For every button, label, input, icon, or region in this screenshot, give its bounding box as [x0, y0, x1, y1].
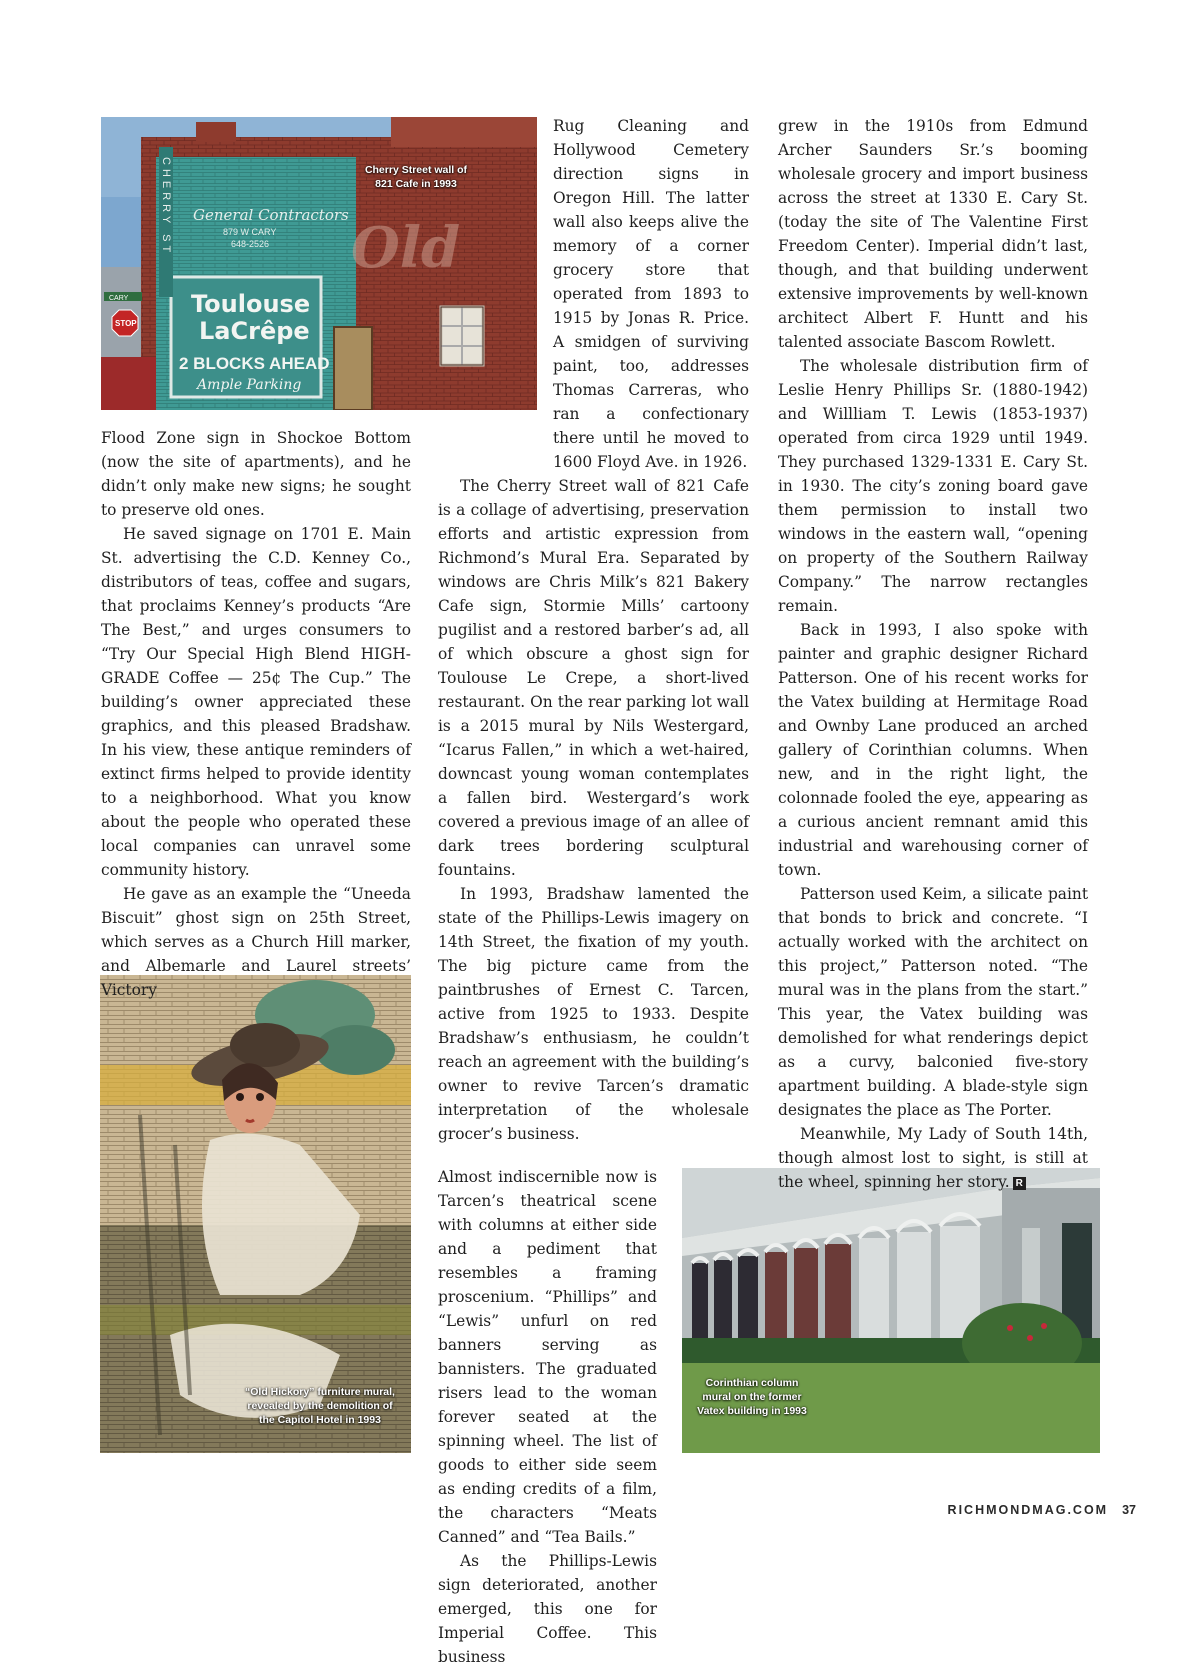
old-hickory-illustration	[100, 975, 411, 1453]
photo-caption-cherry-street: Cherry Street wall of 821 Cafe in 1993	[364, 164, 468, 190]
article-paragraph: Patterson used Keim, a silicate paint that bonds to brick and concrete. “I actually worked with the architect on this project,” Patterson noted. “The mural was in the plans from the start.” This year, the Vatex building was demolished for what renderings depict as a curvy, balconied five-story apartment building. A blade-style sign designates the place as The Porter.	[778, 885, 1088, 1119]
street-sign-text: CARY	[109, 295, 129, 302]
sign-line-ample-parking: Ample Parking	[197, 377, 302, 393]
article-paragraph: He saved signage on 1701 E. Main St. advertising the C.D. Kenney Co., distributors of teas, coffee and sugars, that proclaims Kenney’s products “Are The Best,” and urges consumers to “Try Our Special High Blend HIGH-GRADE Coffee — 25¢ The Cup.” The building’s owner appreciated these graphics, and this pleased Bradshaw. In his view, these antique reminders of extinct firms helped to provide identity to a neighborhood. What you know about the people who operated these local companies can unravel some community history.	[101, 525, 411, 879]
site-name: RICHMONDMAG.COM	[947, 1503, 1109, 1517]
article-paragraph: He gave as an example the “Uneeda Biscuit” ghost sign on 25th Street, which serves as a Church Hill marker, and Albemarle and Laurel streets’ Victory	[101, 885, 411, 999]
painted-phone-text: 648-2526	[231, 239, 270, 249]
page-number: 37	[1122, 1503, 1136, 1517]
article-paragraph-final	[778, 1122, 1088, 1194]
article-paragraph: Flood Zone sign in Shockoe Bottom (now the site of apartments), and he didn’t only make new signs; he sought to preserve old ones.	[101, 429, 411, 519]
photo-old-hickory-mural	[100, 975, 411, 1453]
page-folio	[948, 1503, 1136, 1517]
final-sentence: Meanwhile, My Lady of South 14th, though almost lost to sight, is still at the wheel, spinning her story.	[778, 1125, 1088, 1191]
photo-caption-old-hickory: “Old Hickory” furniture mural, revealed by the demolition of the Capitol Hotel in 1993	[245, 1386, 395, 1426]
painted-contractor-text: General Contractors	[193, 206, 349, 224]
sign-line-blocks-ahead: 2 BLOCKS AHEAD	[179, 354, 330, 373]
vertical-sign-text: CHERRY ST	[160, 157, 172, 257]
sign-line-lacrepe: LaCrêpe	[199, 317, 310, 345]
photo-vatex-building	[682, 1168, 1100, 1453]
article-paragraph: Rug Cleaning and Hollywood Cemetery direction signs in Oregon Hill. The latter wall also keeps alive the memory of a corner grocery store that operated from 1893 to 1915 by Jonas R. Price. A smidgen of surviving paint, too, addresses Thomas Carreras, who ran a confectionary there until he moved to 1600 Floyd Ave. in 1926.	[553, 117, 749, 471]
article-paragraph: As the Phillips-Lewis sign deteriorated, another emerged, this one for Imperial Coffee. This business	[438, 1552, 657, 1666]
stop-sign-text: STOP	[115, 319, 137, 328]
article-paragraph: Back in 1993, I also spoke with painter and graphic designer Richard Patterson. One of his recent works for the Vatex building at Hermitage Road and Ownby Lane produced an arched gallery of Corinthian columns. When new, and in the right light, the colonnade fooled the eye, appearing as a curious ancient remnant amid this industrial and warehousing corner of town.	[778, 621, 1088, 879]
end-mark-icon: R	[1013, 1177, 1026, 1190]
article-paragraph: The Cherry Street wall of 821 Cafe is a collage of advertising, preservation efforts and artistic expression from Richmond’s Mural Era. Separated by windows are Chris Milk’s 821 Bakery Cafe sign, Stormie Mills’ cartoony pugilist and a restored barber’s ad, all of which obscure a ghost sign for Toulouse Le Crepe, a short-lived restaurant. On the rear parking lot wall is a 2015 mural by Nils Westergard, “Icarus Fallen,” in which a wet-haired, downcast young woman contemplates a fallen bird. Westergard’s work covered a previous image of an allee of dark trees bordering sculptural fountains.	[438, 477, 749, 879]
article-paragraph: In 1993, Bradshaw lamented the state of the Phillips-Lewis imagery on 14th Street, the fixation of my youth. The big picture came from the paintbrushes of Ernest C. Tarcen, active from 1925 to 1933. Despite Bradshaw’s enthusiasm, he couldn’t reach an agreement with the building’s owner to revive Tarcen’s dramatic interpretation of the wholesale grocer’s business.	[438, 885, 749, 1143]
article-column-2	[438, 114, 749, 1146]
article-column-2-continued	[438, 1165, 657, 1669]
sign-line-toulouse: Toulouse	[191, 290, 311, 318]
article-paragraph-continued: Almost indiscernible now is Tarcen’s theatrical scene with columns at either side and a pediment that resembles a framing proscenium. “Phillips” and “Lewis” unfurl on red banners serving as bannisters. The graduated risers lead to the woman forever seated at the spinning wheel. The list of goods to either side seem as ending credits of a film, the characters “Meats Canned” and “Tea Bails.”	[438, 1168, 657, 1546]
ghost-sign-text: Old	[351, 215, 461, 281]
photo-caption-vatex: Corinthian column mural on the former Vatex building in 1993	[697, 1377, 807, 1417]
article-column-3	[778, 114, 1088, 1194]
article-paragraph: The wholesale distribution firm of Leslie Henry Phillips Sr. (1880-1942) and Willliam T. Lewis (1853-1937) operated from circa 1929 until 1949. They purchased 1329-1331 E. Cary St. in 1930. The city’s zoning board gave them permission to install two windows in the eastern wall, “opening on property of the Southern Railway Company.” The narrow rectangles remain.	[778, 357, 1088, 615]
article-paragraph: grew in the 1910s from Edmund Archer Saunders Sr.’s booming wholesale grocery and import business across the street at 1330 E. Cary St. (today the site of The Valentine First Freedom Center). Imperial didn’t last, though, and that building underwent extensive improvements by well-known architect Albert F. Huntt and his talented associate Bascom Rowlett.	[778, 117, 1088, 351]
painted-address-text: 879 W CARY	[223, 227, 277, 237]
article-column-1	[101, 426, 411, 1002]
